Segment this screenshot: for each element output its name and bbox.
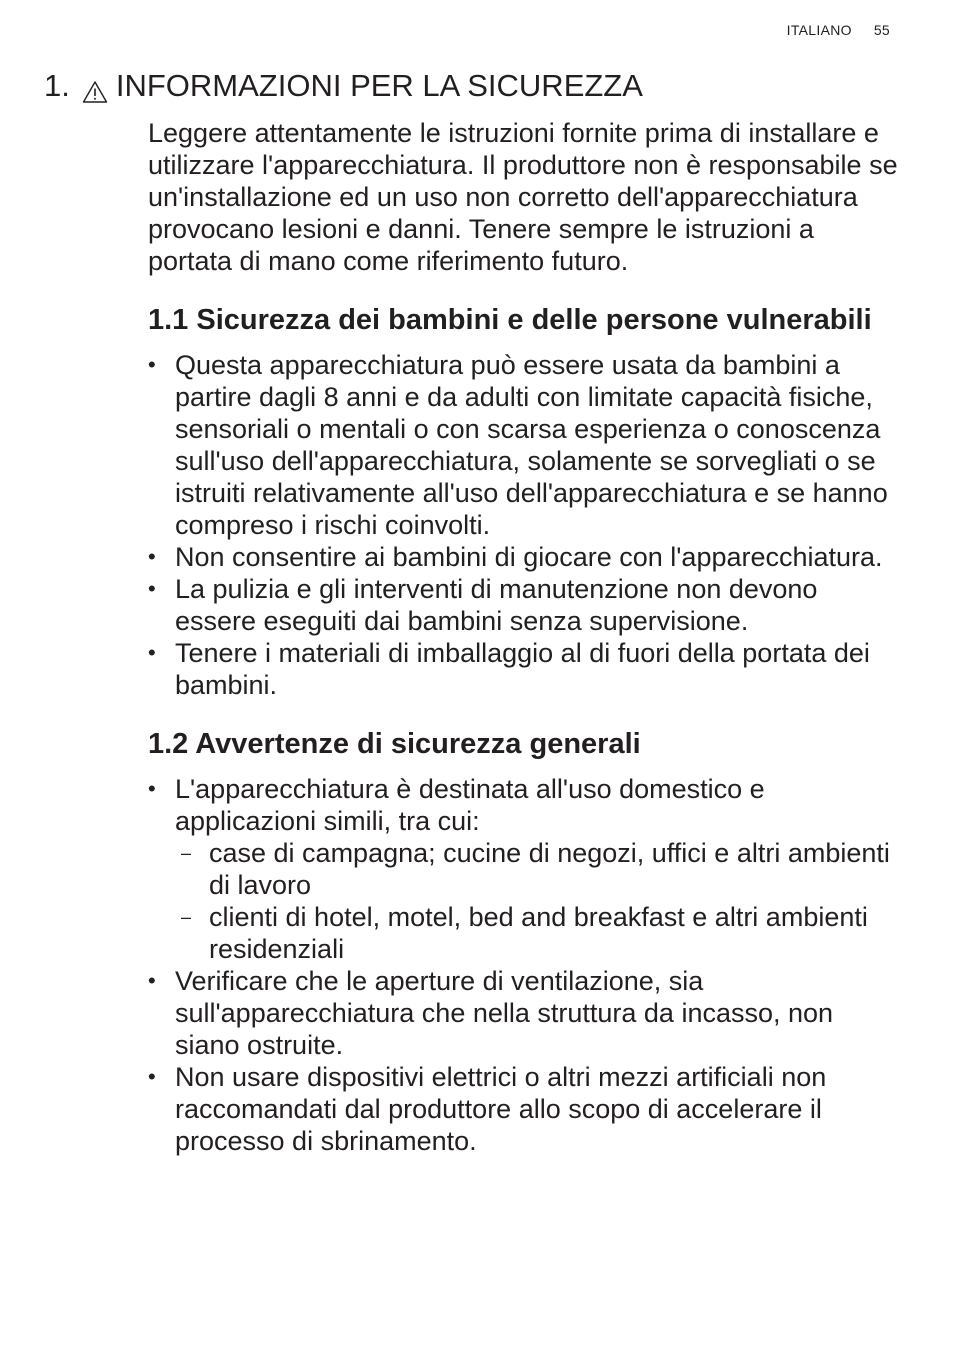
section-title: INFORMAZIONI PER LA SICUREZZA — [115, 68, 643, 103]
warning-triangle-icon — [82, 74, 108, 98]
language-label: ITALIANO — [786, 22, 852, 38]
sub-list-item: – clienti di hotel, motel, bed and breakfast e altri ambienti residenziali — [175, 901, 898, 965]
sub-list-item: – case di campagna; cucine di negozi, uffici e altri ambienti di lavoro — [175, 837, 898, 901]
list-item — [148, 773, 898, 965]
list-item: • Non consentire ai bambini di giocare con l'apparecchiatura. — [148, 541, 898, 573]
section-number: 1. — [44, 68, 70, 103]
general-safety-list — [148, 773, 898, 1157]
list-item: • Questa apparecchiatura può essere usata da bambini a partire dagli 8 anni e da adulti con limitate capacità fisiche, sensoriali o mentali o con scarsa esperienza o conoscenza sull'uso dell'apparecchiatura, solamente se sorvegliati o se istruiti relativamente all'uso dell'apparecchiatura e se hanno compreso i rischi coinvolti. — [148, 349, 898, 541]
sub-list — [175, 837, 898, 965]
subsection-title-general-safety: 1.2 Avvertenze di sicurezza generali — [148, 728, 641, 760]
list-item: • Non usare dispositivi elettrici o altri mezzi artificiali non raccomandati dal produttore allo scopo di accelerare il processo di sbrinamento. — [148, 1061, 898, 1157]
list-item-text: L'apparecchiatura è destinata all'uso domestico e applicazioni simili, tra cui: — [175, 774, 765, 836]
page-header — [787, 22, 890, 38]
list-item: • Verificare che le aperture di ventilazione, sia sull'apparecchiatura che nella struttura da incasso, non siano ostruite. — [148, 965, 898, 1061]
page-number: 55 — [873, 22, 890, 38]
main-content — [148, 117, 898, 1157]
list-item: • Tenere i materiali di imballaggio al di fuori della portata dei bambini. — [148, 637, 898, 701]
intro-paragraph: Leggere attentamente le istruzioni fornite prima di installare e utilizzare l'apparecchiatura. Il produttore non è responsabile se un'installazione ed un uso non corretto dell'apparecchiatura provocano lesioni e danni. Tenere sempre le istruzioni a portata di mano come riferimento futuro. — [148, 118, 898, 276]
section-heading — [44, 66, 643, 106]
subsection-title-children-safety: 1.1 Sicurezza dei bambini e delle persone vulnerabili — [148, 304, 872, 336]
children-safety-list — [148, 349, 898, 701]
list-item: • La pulizia e gli interventi di manutenzione non devono essere eseguiti dai bambini senza supervisione. — [148, 573, 898, 637]
